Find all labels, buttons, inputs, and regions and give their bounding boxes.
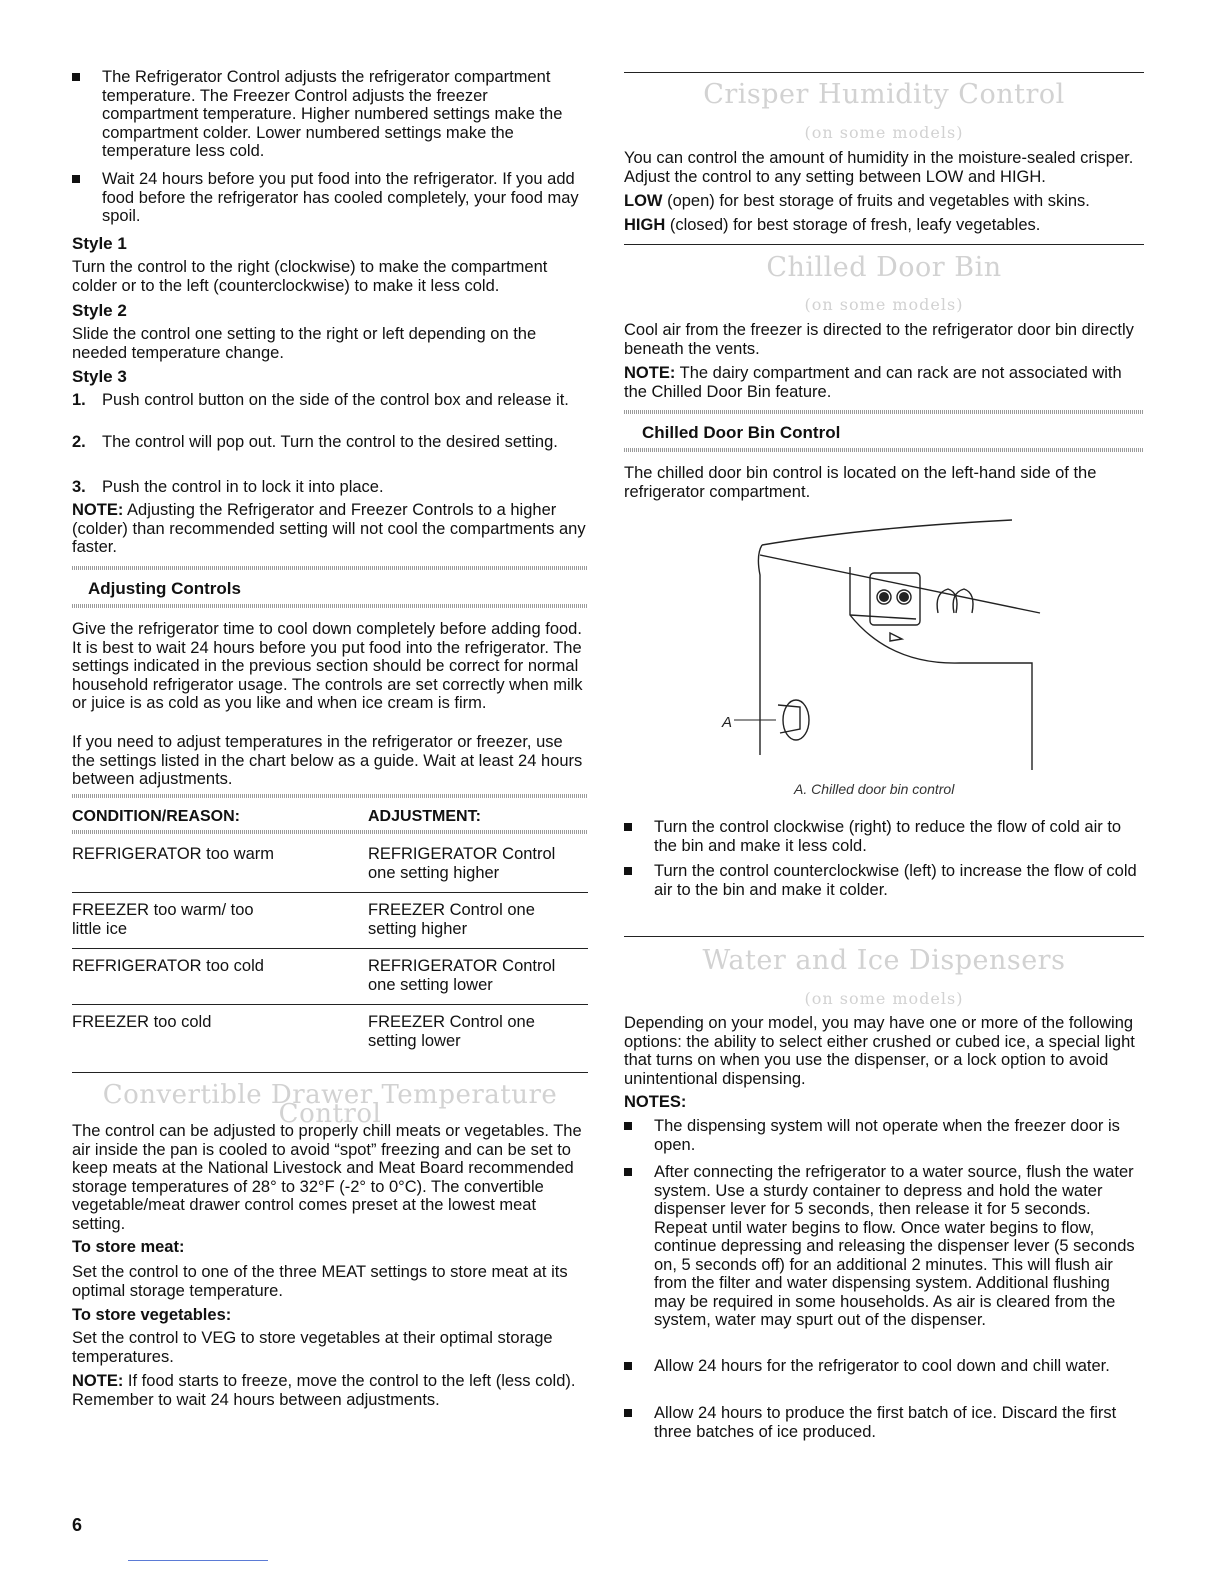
list-item: Wait 24 hours before you put food into the refrigerator. If you add food before the refrigerator has cooled completely, your food may spoil.	[72, 170, 588, 226]
section-divider	[72, 1072, 588, 1073]
note-paragraph	[72, 501, 588, 557]
drawer-note	[72, 1372, 588, 1409]
crisper-paragraph: You can control the amount of humidity in the moisture-sealed crisper. Adjust the control to any setting between LOW and HIGH.	[624, 149, 1134, 186]
note-text: If food starts to freeze, move the control to the left (less cold). Remember to wait 24 hours between adjustments.	[72, 1372, 576, 1409]
step-number: 3.	[72, 478, 86, 496]
adjusting-paragraph-2: If you need to adjust temperatures in the refrigerator or freezer, use the settings listed in the chart below as a guide. Wait at least 24 hours between adjustments.	[72, 733, 583, 788]
note-text: The dairy compartment and can rack are not associated with the Chilled Door Bin feature.	[624, 364, 1122, 401]
step-item	[72, 391, 572, 410]
bin-control-bracket	[778, 705, 800, 733]
footer-line	[128, 1560, 268, 1561]
step-number: 2.	[72, 433, 86, 451]
table-cell-adjustment: FREEZER Control one setting higher	[368, 901, 535, 938]
high-label: HIGH	[624, 216, 666, 234]
step-number: 1.	[72, 391, 86, 409]
store-vegetables-text: Set the control to VEG to store vegetables at their optimal storage temperatures.	[72, 1329, 553, 1366]
list-item: Allow 24 hours for the refrigerator to cool down and chill water.	[624, 1357, 1144, 1376]
list-item: Turn the control clockwise (right) to reduce the flow of cold air to the bin and make it less cold.	[624, 818, 1144, 855]
step-text: Push the control in to lock it into place.	[102, 478, 384, 496]
chilled-paragraph: Cool air from the freezer is directed to the refrigerator door bin directly beneath the vents.	[624, 321, 1134, 358]
store-meat-text: Set the control to one of the three MEAT settings to store meat at its optimal storage temperature.	[72, 1263, 568, 1300]
illustration-line	[758, 545, 762, 755]
dial-fill	[899, 592, 909, 602]
store-vegetables-heading: To store vegetables:	[72, 1306, 232, 1324]
chilled-note	[624, 364, 1144, 401]
hatch-divider	[624, 410, 1144, 414]
hatch-divider	[72, 604, 588, 608]
page-number: 6	[72, 1515, 83, 1535]
figure-caption: A. Chilled door bin control	[794, 781, 955, 797]
table-row-divider	[72, 892, 588, 893]
section-subtitle: (on some models)	[804, 989, 964, 1008]
dispensers-paragraph: Depending on your model, you may have one or more of the following options: the ability to select either crushed or cubed ice, a special light that turns on when you use the dispenser, or a lock option to avoid unintentional dispensing.	[624, 1014, 1135, 1088]
table-cell-adjustment: REFRIGERATOR Control one setting lower	[368, 957, 556, 994]
illustration-line	[760, 555, 1040, 613]
style1-text: Turn the control to the right (clockwise) to make the compartment colder or to the left (counterclockwise) to make it less cold.	[72, 258, 548, 295]
section-title-drawer: Convertible Drawer Temperature Control	[102, 1080, 558, 1129]
table-header-adjustment: ADJUSTMENT:	[368, 808, 481, 825]
style3-heading: Style 3	[72, 367, 127, 386]
table-cell-adjustment: FREEZER Control one setting lower	[368, 1013, 535, 1050]
crisper-low	[624, 192, 1144, 211]
low-text: (open) for best storage of fruits and vegetables with skins.	[662, 192, 1090, 210]
list-item: The Refrigerator Control adjusts the refrigerator compartment temperature. The Freezer Control adjusts the freezer compartment temperature. Higher numbered settings make the compartment colder. Lower numbered settings make the temperature less cold.	[72, 68, 588, 161]
high-text: (closed) for best storage of fresh, leafy vegetables.	[665, 216, 1041, 234]
illustration-line	[762, 520, 1012, 545]
dial-fill	[879, 592, 889, 602]
list-item: Allow 24 hours to produce the first batch of ice. Discard the first three batches of ice produced.	[624, 1404, 1144, 1441]
chilled-control-heading: Chilled Door Bin Control	[642, 423, 841, 442]
illustration-line	[850, 615, 916, 619]
adjusting-paragraph-1: Give the refrigerator time to cool down completely before adding food. It is best to wait 24 hours before you put food into the refrigerator. The settings indicated in the previous section should be correct for normal household refrigerator usage. The controls are set correctly when milk or juice is as cold as you like and when ice cream is firm.	[72, 620, 583, 712]
figure-label-a: A	[722, 714, 733, 731]
section-divider	[624, 72, 1144, 73]
section-divider	[624, 936, 1144, 937]
list-item: After connecting the refrigerator to a water source, flush the water system. Use a sturdy container to depress and hold the water dispenser lever for 5 seconds, then release it for 5 seconds. Repeat until water begins to flow. Once water begins to flow, continue depressing and releasing the dispenser lever (5 seconds on, 5 seconds off) for an additional 2 minutes. This will flush air from the filter and water dispensing system. Additional flushing may be required in some households. As air is cleared from the system, water may spurt out of the dispenser.	[624, 1163, 1144, 1330]
table-row-divider	[72, 948, 588, 949]
store-meat-heading: To store meat:	[72, 1238, 185, 1256]
section-title-crisper: Crisper Humidity Control	[703, 79, 1065, 110]
crisper-high	[624, 216, 1144, 235]
indicator-shape	[890, 633, 902, 641]
section-subtitle: (on some models)	[804, 295, 964, 314]
table-cell-condition: FREEZER too cold	[72, 1013, 212, 1031]
table-header-condition: CONDITION/REASON:	[72, 808, 240, 825]
table-header-rule	[72, 830, 588, 834]
style1-heading: Style 1	[72, 234, 127, 253]
table-cell-adjustment: REFRIGERATOR Control one setting higher	[368, 845, 556, 882]
note-text: Adjusting the Refrigerator and Freezer Controls to a higher (colder) than recommended setting will not cool the compartments any faster.	[72, 501, 586, 556]
list-item: Turn the control counterclockwise (left) to increase the flow of cold air to the bin and make it colder.	[624, 862, 1144, 899]
step-item	[72, 478, 572, 497]
section-subtitle: (on some models)	[804, 123, 964, 142]
section-title-dispensers: Water and Ice Dispensers	[702, 945, 1066, 976]
chilled-control-text: The chilled door bin control is located on the left-hand side of the refrigerator compartment.	[624, 464, 1097, 501]
section-title-chilled-door-bin: Chilled Door Bin	[766, 252, 1002, 283]
step-text: Push control button on the side of the control box and release it.	[102, 391, 569, 409]
chilled-door-bin-illustration	[720, 515, 1050, 775]
table-cell-condition: REFRIGERATOR too cold	[72, 957, 264, 975]
section-divider	[624, 244, 1144, 245]
table-cell-condition: REFRIGERATOR too warm	[72, 845, 275, 863]
step-text: The control will pop out. Turn the control to the desired setting.	[102, 433, 558, 451]
style2-text: Slide the control one setting to the right or left depending on the needed temperature change.	[72, 325, 537, 362]
table-cell-condition: FREEZER too warm/ too little ice	[72, 901, 254, 938]
table-top-rule	[72, 794, 588, 798]
list-item: The dispensing system will not operate when the freezer door is open.	[624, 1117, 1144, 1154]
note-label: NOTE:	[72, 501, 124, 519]
note-label: NOTE:	[72, 1372, 124, 1390]
hatch-divider	[72, 566, 588, 570]
notes-heading: NOTES:	[624, 1093, 687, 1111]
low-label: LOW	[624, 192, 663, 210]
drawer-paragraph: The control can be adjusted to properly chill meats or vegetables. The air inside the pan is cooled to avoid “spot” freezing and can be set to keep meats at the National Livestock and Meat Board recommended storage temperatures of 28° to 32°F (-2° to 0°C). The convertible vegetable/meat drawer control comes preset at the lowest meat setting.	[72, 1122, 582, 1233]
adjusting-controls-heading: Adjusting Controls	[88, 579, 241, 598]
table-row-divider	[72, 1004, 588, 1005]
note-label: NOTE:	[624, 364, 676, 382]
step-item	[72, 433, 572, 452]
style2-heading: Style 2	[72, 301, 127, 320]
hatch-divider	[624, 448, 1144, 452]
